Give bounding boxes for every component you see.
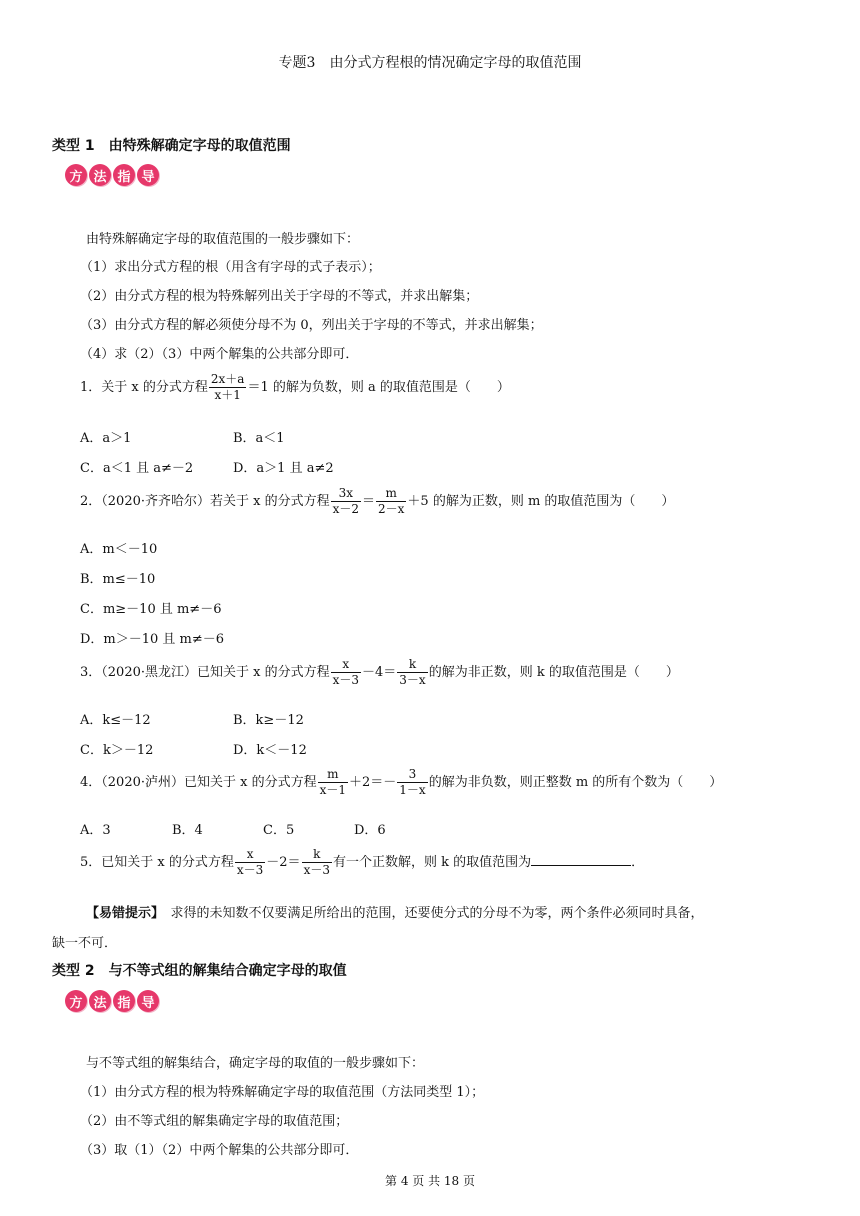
fraction [302,847,332,878]
option-a: A．k≤－12 [80,713,151,728]
fraction [331,657,361,688]
denominator: x＋1 [214,388,241,402]
question-text: 的解为非负数，则正整数 m 的所有个数为（ ） [428,775,723,790]
question-text: －2＝ [266,855,301,870]
denominator: x－2 [332,502,359,516]
method-guide-badge [65,164,159,188]
question-text: 5．已知关于 x 的分式方程 [80,855,234,870]
option-c: C．5 [263,823,295,838]
question-text: ． [631,855,645,870]
question-5 [80,847,644,878]
badge-char: 指 [113,990,135,1012]
question-text: 4．（2020·泸州）已知关于 x 的分式方程 [80,775,317,790]
fraction [397,767,427,798]
method-guide-badge [65,990,159,1014]
question-text: 有一个正数解，则 k 的取值范围为 [332,855,532,870]
option-b: B．k≥－12 [233,713,304,728]
denominator: 1－x [399,783,426,797]
page-footer: 第 4 页 共 18 页 [385,1174,475,1188]
section1-heading: 类型 1 由特殊解确定字母的取值范围 [52,138,291,154]
section1-step: （2）由分式方程的根为特殊解列出关于字母的不等式，并求出解集； [80,289,479,304]
option-a: A．3 [80,823,111,838]
question-text: ＋5 的解为正数，则 m 的取值范围为（ ） [407,494,675,509]
tip-label: 【易错提示】 [86,906,158,921]
section2-step: （3）取（1）（2）中两个解集的公共部分即可． [80,1143,359,1158]
section2-step: （1）由分式方程的根为特殊解确定字母的取值范围（方法同类型 1）； [80,1085,485,1100]
numerator: m [376,486,406,502]
numerator: k [302,847,332,863]
option-b: B．a＜1 [233,431,285,446]
question-text: ＋2＝－ [349,775,397,790]
section1-step: （4）求（2）（3）中两个解集的公共部分即可． [80,347,359,362]
badge-char: 指 [113,164,135,186]
option-d: D．m＞－10 且 m≠－6 [80,632,225,647]
answer-blank[interactable] [531,853,631,866]
option-d: D．6 [354,823,386,838]
numerator: k [397,657,427,673]
question-3 [80,657,679,688]
error-tip [86,902,704,921]
section2-step: （2）由不等式组的解集确定字母的取值范围； [80,1114,349,1129]
option-b: B．4 [172,823,203,838]
numerator: 3 [397,767,427,783]
tip-text-continued: 缺一不可． [52,936,118,951]
numerator: x [331,657,361,673]
question-1 [80,372,510,403]
option-c: C．m≥－10 且 m≠－6 [80,602,222,617]
badge-char: 方 [65,990,87,1012]
tip-text: 求得的未知数不仅要满足所给出的范围，还要使分式的分母不为零，两个条件必须同时具备， [157,906,704,921]
badge-char: 导 [137,164,159,186]
denominator: x－1 [319,783,346,797]
question-text: 的解为非正数，则 k 的取值范围是（ ） [428,665,679,680]
badge-char: 法 [89,990,111,1012]
denominator: 2－x [378,502,405,516]
badge-char: 导 [137,990,159,1012]
section1-step: （1）求出分式方程的根（用含有字母的式子表示）； [80,260,381,275]
denominator: x－3 [303,863,330,877]
question-text: －4＝ [362,665,397,680]
denominator: x－3 [236,863,264,877]
fraction [318,767,348,798]
option-d: D．a＞1 且 a≠2 [233,461,334,476]
fraction [235,847,265,878]
numerator: x [235,847,265,863]
denominator: x－3 [332,673,359,687]
denominator: 3－x [399,673,426,687]
question-text: 3．（2020·黑龙江）已知关于 x 的分式方程 [80,665,330,680]
fraction [209,372,247,403]
numerator: m [318,767,348,783]
question-text: ＝1 的解为负数，则 a 的取值范围是（ ） [247,380,510,395]
question-text: ＝ [362,494,376,509]
question-text: 2．（2020·齐齐哈尔）若关于 x 的分式方程 [80,494,330,509]
option-c: C．k＞－12 [80,743,154,758]
option-c: C．a＜1 且 a≠－2 [80,461,194,476]
numerator: 2x＋a [210,372,245,386]
badge-char: 方 [65,164,87,186]
section2-intro: 与不等式组的解集结合，确定字母的取值的一般步骤如下： [86,1056,425,1071]
question-2 [80,486,674,517]
option-b: B．m≤－10 [80,572,156,587]
option-a: A．m＜－10 [80,542,158,557]
section1-step: （3）由分式方程的解必须使分母不为 0，列出关于字母的不等式，并求出解集； [80,318,543,333]
fraction [397,657,427,688]
numerator: 3x [331,486,361,502]
question-text: 1．关于 x 的分式方程 [80,380,208,395]
section1-intro: 由特殊解确定字母的取值范围的一般步骤如下： [86,232,360,247]
fraction [331,486,361,517]
option-a: A．a＞1 [80,431,132,446]
fraction [376,486,406,517]
section2-heading: 类型 2 与不等式组的解集结合确定字母的取值 [52,963,347,979]
option-d: D．k＜－12 [233,743,307,758]
badge-char: 法 [89,164,111,186]
question-4 [80,767,722,798]
page-title: 专题3 由分式方程根的情况确定字母的取值范围 [278,55,582,71]
